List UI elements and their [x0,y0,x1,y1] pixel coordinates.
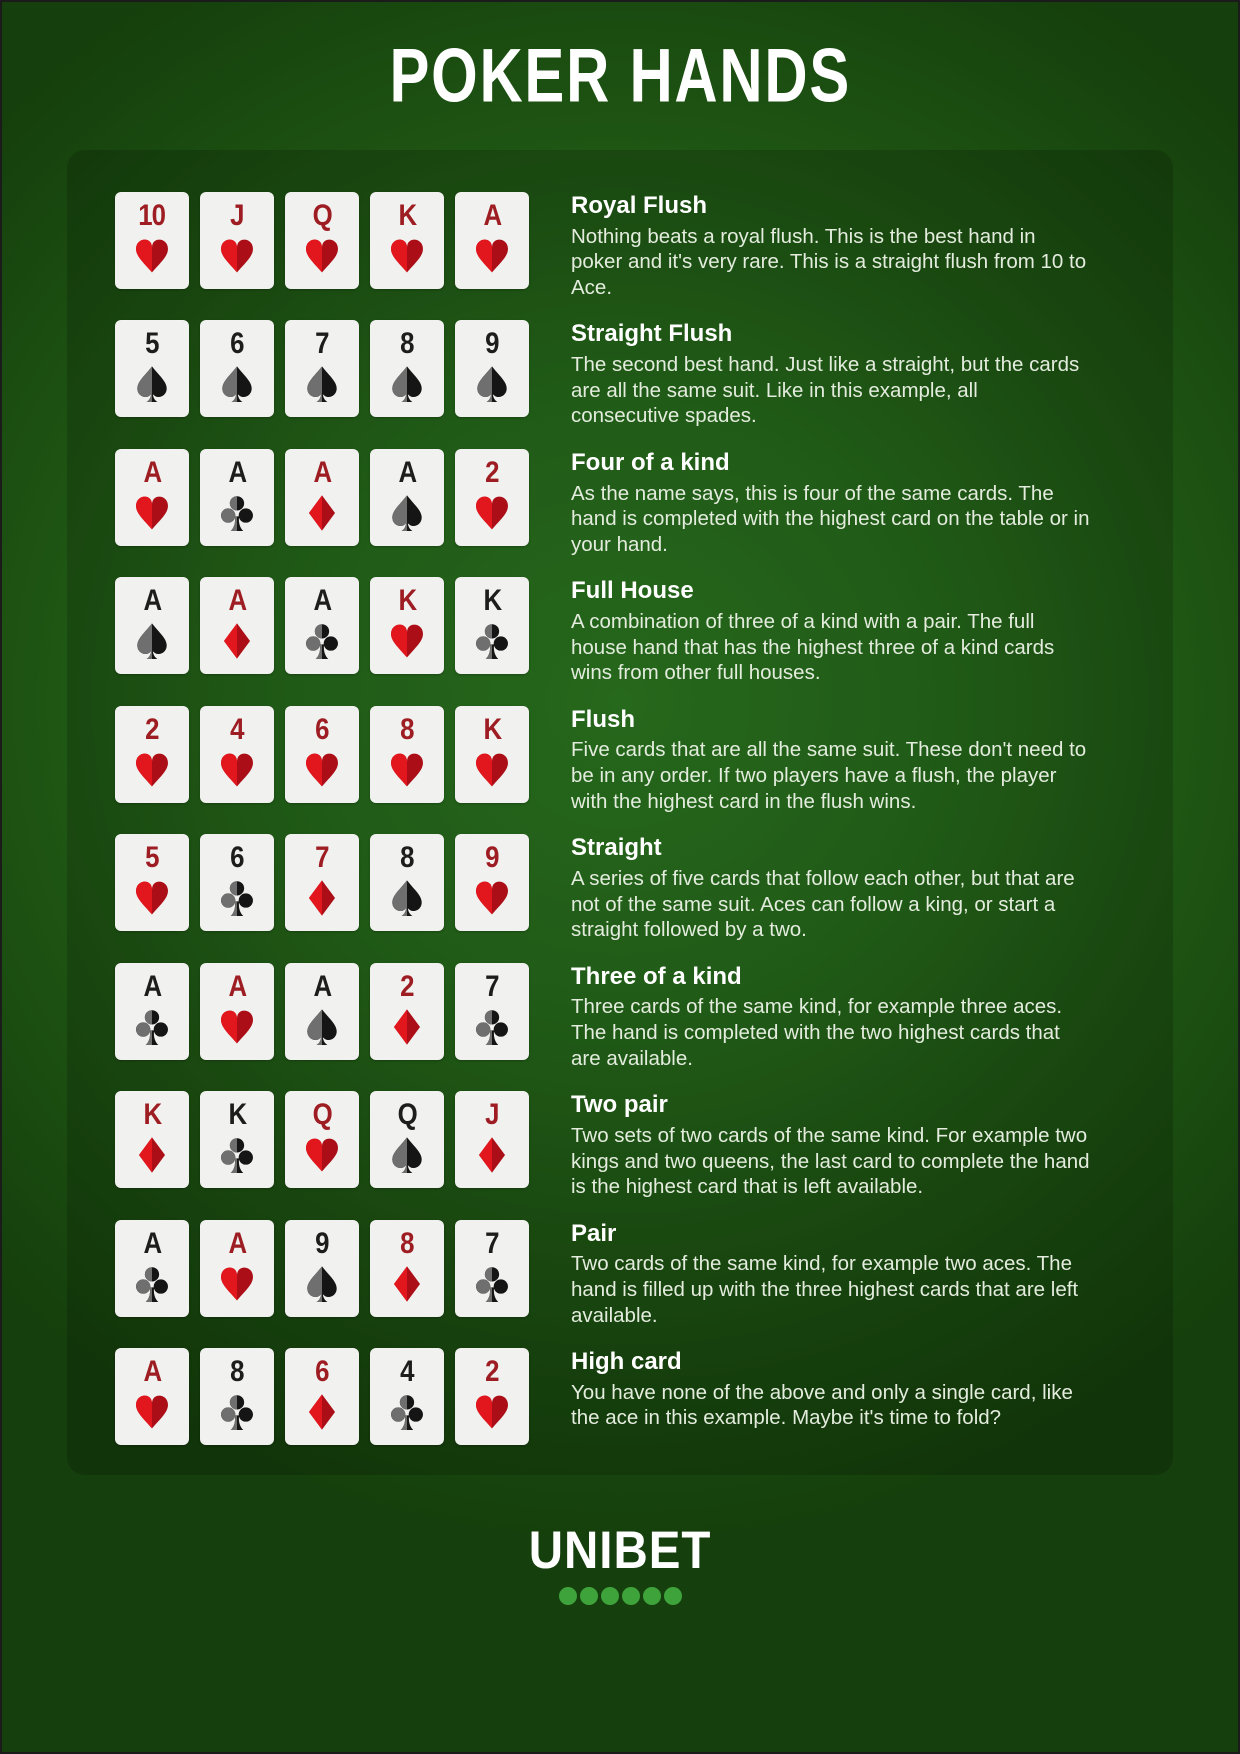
hand-text [571,449,1091,557]
card-rank: 6 [230,841,244,875]
brand-dot [580,1587,598,1605]
card-rank: A [143,1355,161,1389]
suit-hearts-icon [471,1391,513,1433]
playing-card [115,192,189,289]
hand-description: Five cards that are all the same suit. These don't need to be in any order. If two players have a flush, the player with the highest card in the flush wins. [571,738,1087,813]
hand-cards [115,1091,529,1188]
card-rank: 7 [485,969,499,1003]
card-rank: J [485,1098,499,1132]
page-title: POKER HANDS [389,33,851,119]
suit-hearts-icon [216,235,258,277]
playing-card [285,834,359,931]
suit-hearts-icon [471,877,513,919]
playing-card [285,449,359,546]
card-rank: A [398,455,416,489]
suit-hearts-icon [301,235,343,277]
playing-card [115,1091,189,1188]
suit-hearts-icon [131,877,173,919]
suit-hearts-icon [301,749,343,791]
brand-logo: UNIBET [528,1520,712,1580]
playing-card [455,1348,529,1445]
playing-card [115,1348,189,1445]
playing-card [455,1091,529,1188]
suit-diamonds-icon [386,1006,428,1048]
playing-card [200,963,274,1060]
card-rank: 8 [230,1355,244,1389]
card-rank: 7 [315,327,329,361]
playing-card [370,192,444,289]
hand-cards [115,963,529,1060]
playing-card [115,706,189,803]
hand-text [571,192,1091,300]
suit-hearts-icon [386,235,428,277]
suit-hearts-icon [386,620,428,662]
playing-card [285,192,359,289]
hand-name: High card [571,1348,682,1376]
card-rank: A [313,584,331,618]
card-rank: 8 [400,1226,414,1260]
suit-spades-icon [301,1263,343,1305]
suit-diamonds-icon [301,877,343,919]
card-rank: 4 [230,712,244,746]
card-rank: 5 [145,327,159,361]
playing-card [115,577,189,674]
suit-hearts-icon [131,235,173,277]
hand-row [115,1348,1133,1445]
suit-spades-icon [471,363,513,405]
hand-description: The second best hand. Just like a straight, but the cards are all the same suit. Like in this example, all consecutive spades. [571,353,1080,428]
hand-name: Straight [571,834,662,862]
playing-card [115,834,189,931]
suit-hearts-icon [216,749,258,791]
card-rank: 6 [315,1355,329,1389]
playing-card [285,1348,359,1445]
card-rank: A [143,1226,161,1260]
playing-card [455,1220,529,1317]
card-rank: 9 [315,1226,329,1260]
card-rank: 9 [485,841,499,875]
suit-diamonds-icon [301,492,343,534]
card-rank: K [398,199,416,232]
hand-name: Three of a kind [571,962,742,990]
hand-row [115,963,1133,1071]
playing-card [370,320,444,417]
hand-description: Two cards of the same kind, for example two aces. The hand is filled up with the three highest cards that are left available. [571,1252,1079,1327]
card-rank: Q [312,199,332,232]
hands-panel [67,150,1173,1475]
suit-diamonds-icon [471,1134,513,1176]
playing-card [115,963,189,1060]
hand-row [115,834,1133,942]
hand-description: Three cards of the same kind, for example three aces. The hand is completed with the two highest cards that are available. [571,995,1063,1070]
card-rank: Q [397,1098,417,1132]
hand-description: A combination of three of a kind with a pair. The full house hand that has the highest three of a kind cards wins from other full houses. [571,610,1055,685]
suit-hearts-icon [301,1134,343,1176]
card-rank: A [143,455,161,489]
card-rank: Q [312,1098,332,1132]
playing-card [200,577,274,674]
suit-clubs-icon [216,877,258,919]
hand-cards [115,834,529,931]
suit-spades-icon [386,363,428,405]
card-rank: K [398,584,416,618]
suit-spades-icon [131,620,173,662]
card-rank: A [228,584,246,618]
suit-clubs-icon [216,1391,258,1433]
card-rank: A [143,584,161,618]
card-rank: 2 [485,455,499,489]
hand-row [115,1220,1133,1328]
card-rank: A [228,969,246,1003]
suit-hearts-icon [471,235,513,277]
playing-card [285,577,359,674]
playing-card [285,1091,359,1188]
brand-dot [601,1587,619,1605]
hand-cards [115,192,529,289]
hand-name: Pair [571,1219,617,1247]
playing-card [200,834,274,931]
suit-hearts-icon [216,1263,258,1305]
card-rank: A [313,969,331,1003]
card-rank: 9 [485,327,499,361]
hand-description: Nothing beats a royal flush. This is the best hand in poker and it's very rare. This is a straight flush from 10 to Ace. [571,224,1087,299]
card-rank: A [228,455,246,489]
hand-name: Flush [571,705,635,733]
suit-diamonds-icon [301,1391,343,1433]
hand-cards [115,320,529,417]
card-rank: 6 [315,712,329,746]
playing-card [200,1348,274,1445]
title-area [2,2,1238,142]
playing-card [370,706,444,803]
footer [2,1521,1238,1610]
hand-name: Full House [571,577,694,605]
playing-card [200,320,274,417]
playing-card [370,834,444,931]
playing-card [200,1091,274,1188]
suit-clubs-icon [386,1391,428,1433]
suit-spades-icon [301,363,343,405]
hand-description: Two sets of two cards of the same kind. For example two kings and two queens, the last card to complete the hand is the highest card that is left available. [571,1123,1090,1199]
suit-hearts-icon [131,749,173,791]
hand-name: Two pair [571,1091,668,1119]
hand-text [571,1348,1091,1431]
hand-name: Straight Flush [571,320,733,348]
brand-dot [622,1587,640,1605]
card-rank: 2 [400,969,414,1003]
card-rank: 7 [315,841,329,875]
hand-text [571,577,1091,685]
suit-hearts-icon [471,492,513,534]
playing-card [200,449,274,546]
brand-dot [643,1587,661,1605]
playing-card [370,449,444,546]
suit-clubs-icon [216,492,258,534]
card-rank: 2 [485,1355,499,1389]
hand-row [115,577,1133,685]
hand-row [115,1091,1133,1199]
suit-spades-icon [386,1134,428,1176]
hand-text [571,834,1091,942]
card-rank: K [143,1098,161,1132]
playing-card [200,192,274,289]
playing-card [370,1220,444,1317]
playing-card [370,1091,444,1188]
playing-card [200,1220,274,1317]
card-rank: 4 [400,1355,414,1389]
suit-spades-icon [386,492,428,534]
suit-clubs-icon [216,1134,258,1176]
playing-card [455,320,529,417]
playing-card [455,834,529,931]
card-rank: K [483,712,501,746]
hand-description: As the name says, this is four of the same cards. The hand is completed with the highest card on the table or in your hand. [571,481,1090,556]
brand-dot [559,1587,577,1605]
playing-card [115,1220,189,1317]
playing-card [370,577,444,674]
card-rank: K [228,1098,246,1132]
hand-cards [115,577,529,674]
suit-hearts-icon [471,749,513,791]
hand-text [571,963,1091,1071]
hand-text [571,706,1091,814]
playing-card [455,963,529,1060]
hand-row [115,706,1133,814]
card-rank: 5 [145,841,159,875]
hand-text [571,1220,1091,1328]
playing-card [115,449,189,546]
hand-text [571,320,1091,428]
brand-dots [2,1587,1238,1610]
suit-hearts-icon [131,1391,173,1433]
brand-dot [664,1587,682,1605]
card-rank: 6 [230,327,244,361]
playing-card [285,320,359,417]
playing-card [285,963,359,1060]
hand-name: Four of a kind [571,448,730,476]
playing-card [285,706,359,803]
hand-cards [115,706,529,803]
suit-clubs-icon [471,1263,513,1305]
hand-description: You have none of the above and only a single card, like the ace in this example. Maybe it's time to fold? [571,1380,1073,1430]
playing-card [285,1220,359,1317]
hand-cards [115,1220,529,1317]
card-rank: 8 [400,712,414,746]
hand-description: A series of five cards that follow each other, but that are not of the same suit. Aces can follow a king, or start a straight followed by a two. [571,866,1075,942]
hand-row [115,449,1133,557]
playing-card [455,192,529,289]
suit-clubs-icon [301,620,343,662]
suit-hearts-icon [131,492,173,534]
card-rank: 2 [145,712,159,746]
playing-card [115,320,189,417]
card-rank: 7 [485,1226,499,1260]
suit-diamonds-icon [386,1263,428,1305]
hand-cards [115,1348,529,1445]
suit-spades-icon [216,363,258,405]
suit-clubs-icon [131,1263,173,1305]
card-rank: 8 [400,841,414,875]
playing-card [455,577,529,674]
card-rank: 10 [138,199,166,232]
playing-card [370,1348,444,1445]
playing-card [200,706,274,803]
suit-clubs-icon [131,1006,173,1048]
suit-diamonds-icon [131,1134,173,1176]
suit-clubs-icon [471,620,513,662]
hand-name: Royal Flush [571,192,708,219]
suit-spades-icon [131,363,173,405]
card-rank: A [228,1226,246,1260]
playing-card [455,449,529,546]
suit-hearts-icon [386,749,428,791]
suit-spades-icon [301,1006,343,1048]
card-rank: A [313,455,331,489]
suit-spades-icon [386,877,428,919]
card-rank: A [483,199,501,232]
suit-hearts-icon [216,1006,258,1048]
hand-row [115,320,1133,428]
playing-card [455,706,529,803]
hand-row [115,192,1133,300]
hand-cards [115,449,529,546]
card-rank: J [230,199,244,232]
suit-clubs-icon [471,1006,513,1048]
card-rank: 8 [400,327,414,361]
hand-text [571,1091,1091,1199]
card-rank: A [143,969,161,1003]
playing-card [370,963,444,1060]
suit-diamonds-icon [216,620,258,662]
card-rank: K [483,584,501,618]
